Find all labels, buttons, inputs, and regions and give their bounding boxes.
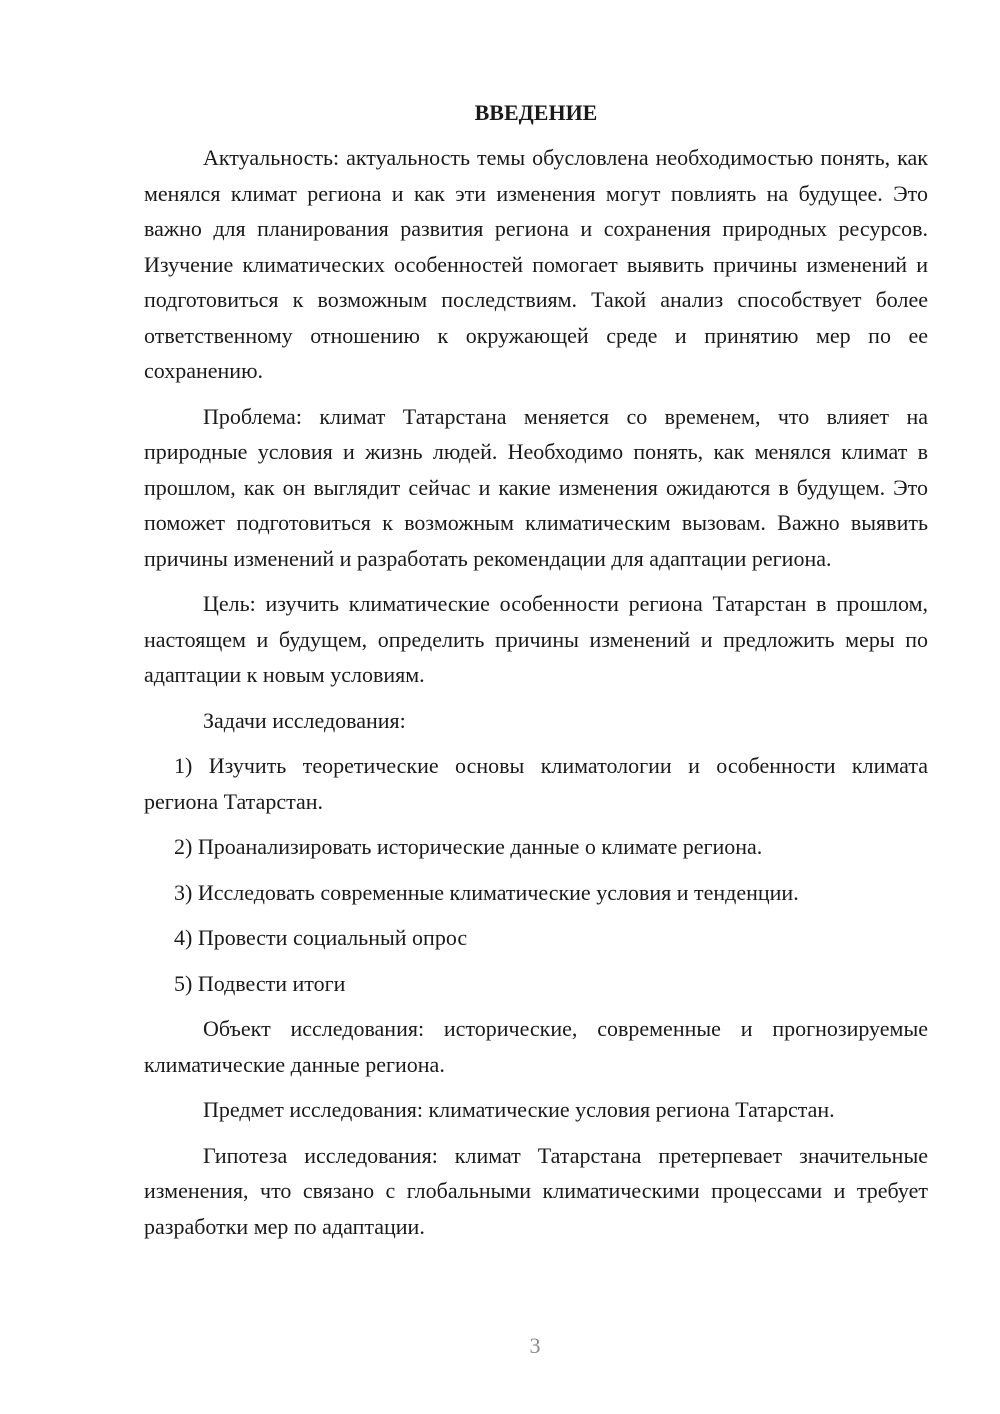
task-item-3: 3) Исследовать современные климатические условия и тенденции. (174, 879, 799, 905)
task-item-5: 5) Подвести итоги (174, 970, 346, 996)
task-item-4: 4) Провести социальный опрос (174, 925, 468, 950)
subject-paragraph: Предмет исследования: климатические условия региона Татарстан. (203, 1097, 835, 1122)
tasks-intro: Задачи исследования: (203, 707, 406, 733)
hypothesis-paragraph: Гипотеза исследования: климат Татарстана претерпевает значительные изменения, что связано с глобальными климатическими процессами и требует разработки мер по адаптации. (144, 1142, 928, 1239)
document-body (144, 95, 928, 1254)
object-paragraph: Объект исследования: исторические, современные и прогнозируемые климатические данные региона. (144, 1016, 928, 1077)
section-heading: ВВЕДЕНИЕ (474, 100, 598, 125)
goal-paragraph: Цель: изучить климатические особенности региона Татарстан в прошлом, настоящем и будущем, определить причины изменений и предложить меры по адаптации к новым условиям. (144, 591, 928, 687)
task-item-1: 1) Изучить теоретические основы климатологии и особенности климата региона Татарстан. (144, 753, 928, 814)
problem-paragraph: Проблема: климат Татарстана меняется со временем, что влияет на природные условия и жизнь людей. Необходимо понять, как менялся климат в прошлом, как он выглядит сейчас и какие изменения ожидаются в будущем. Это поможет подготовиться к возможным климатическим вызовам. Важно выявить причины изменений и разработать рекомендации для адаптации региона. (144, 403, 928, 571)
page-number: 3 (529, 1333, 541, 1358)
task-item-2: 2) Проанализировать исторические данные о климате региона. (174, 834, 763, 859)
relevance-paragraph: Актуальность: актуальность темы обусловлена необходимостью понять, как менялся климат региона и как эти изменения могут повлиять на будущее. Это важно для планирования развития региона и сохранения природных ресурсов. Изучение климатических особенностей помогает выявить причины изменений и подготовиться к возможным последствиям. Такой анализ способствует более ответственному отношению к окружающей среде и принятию мер по ее сохранению. (144, 145, 928, 383)
